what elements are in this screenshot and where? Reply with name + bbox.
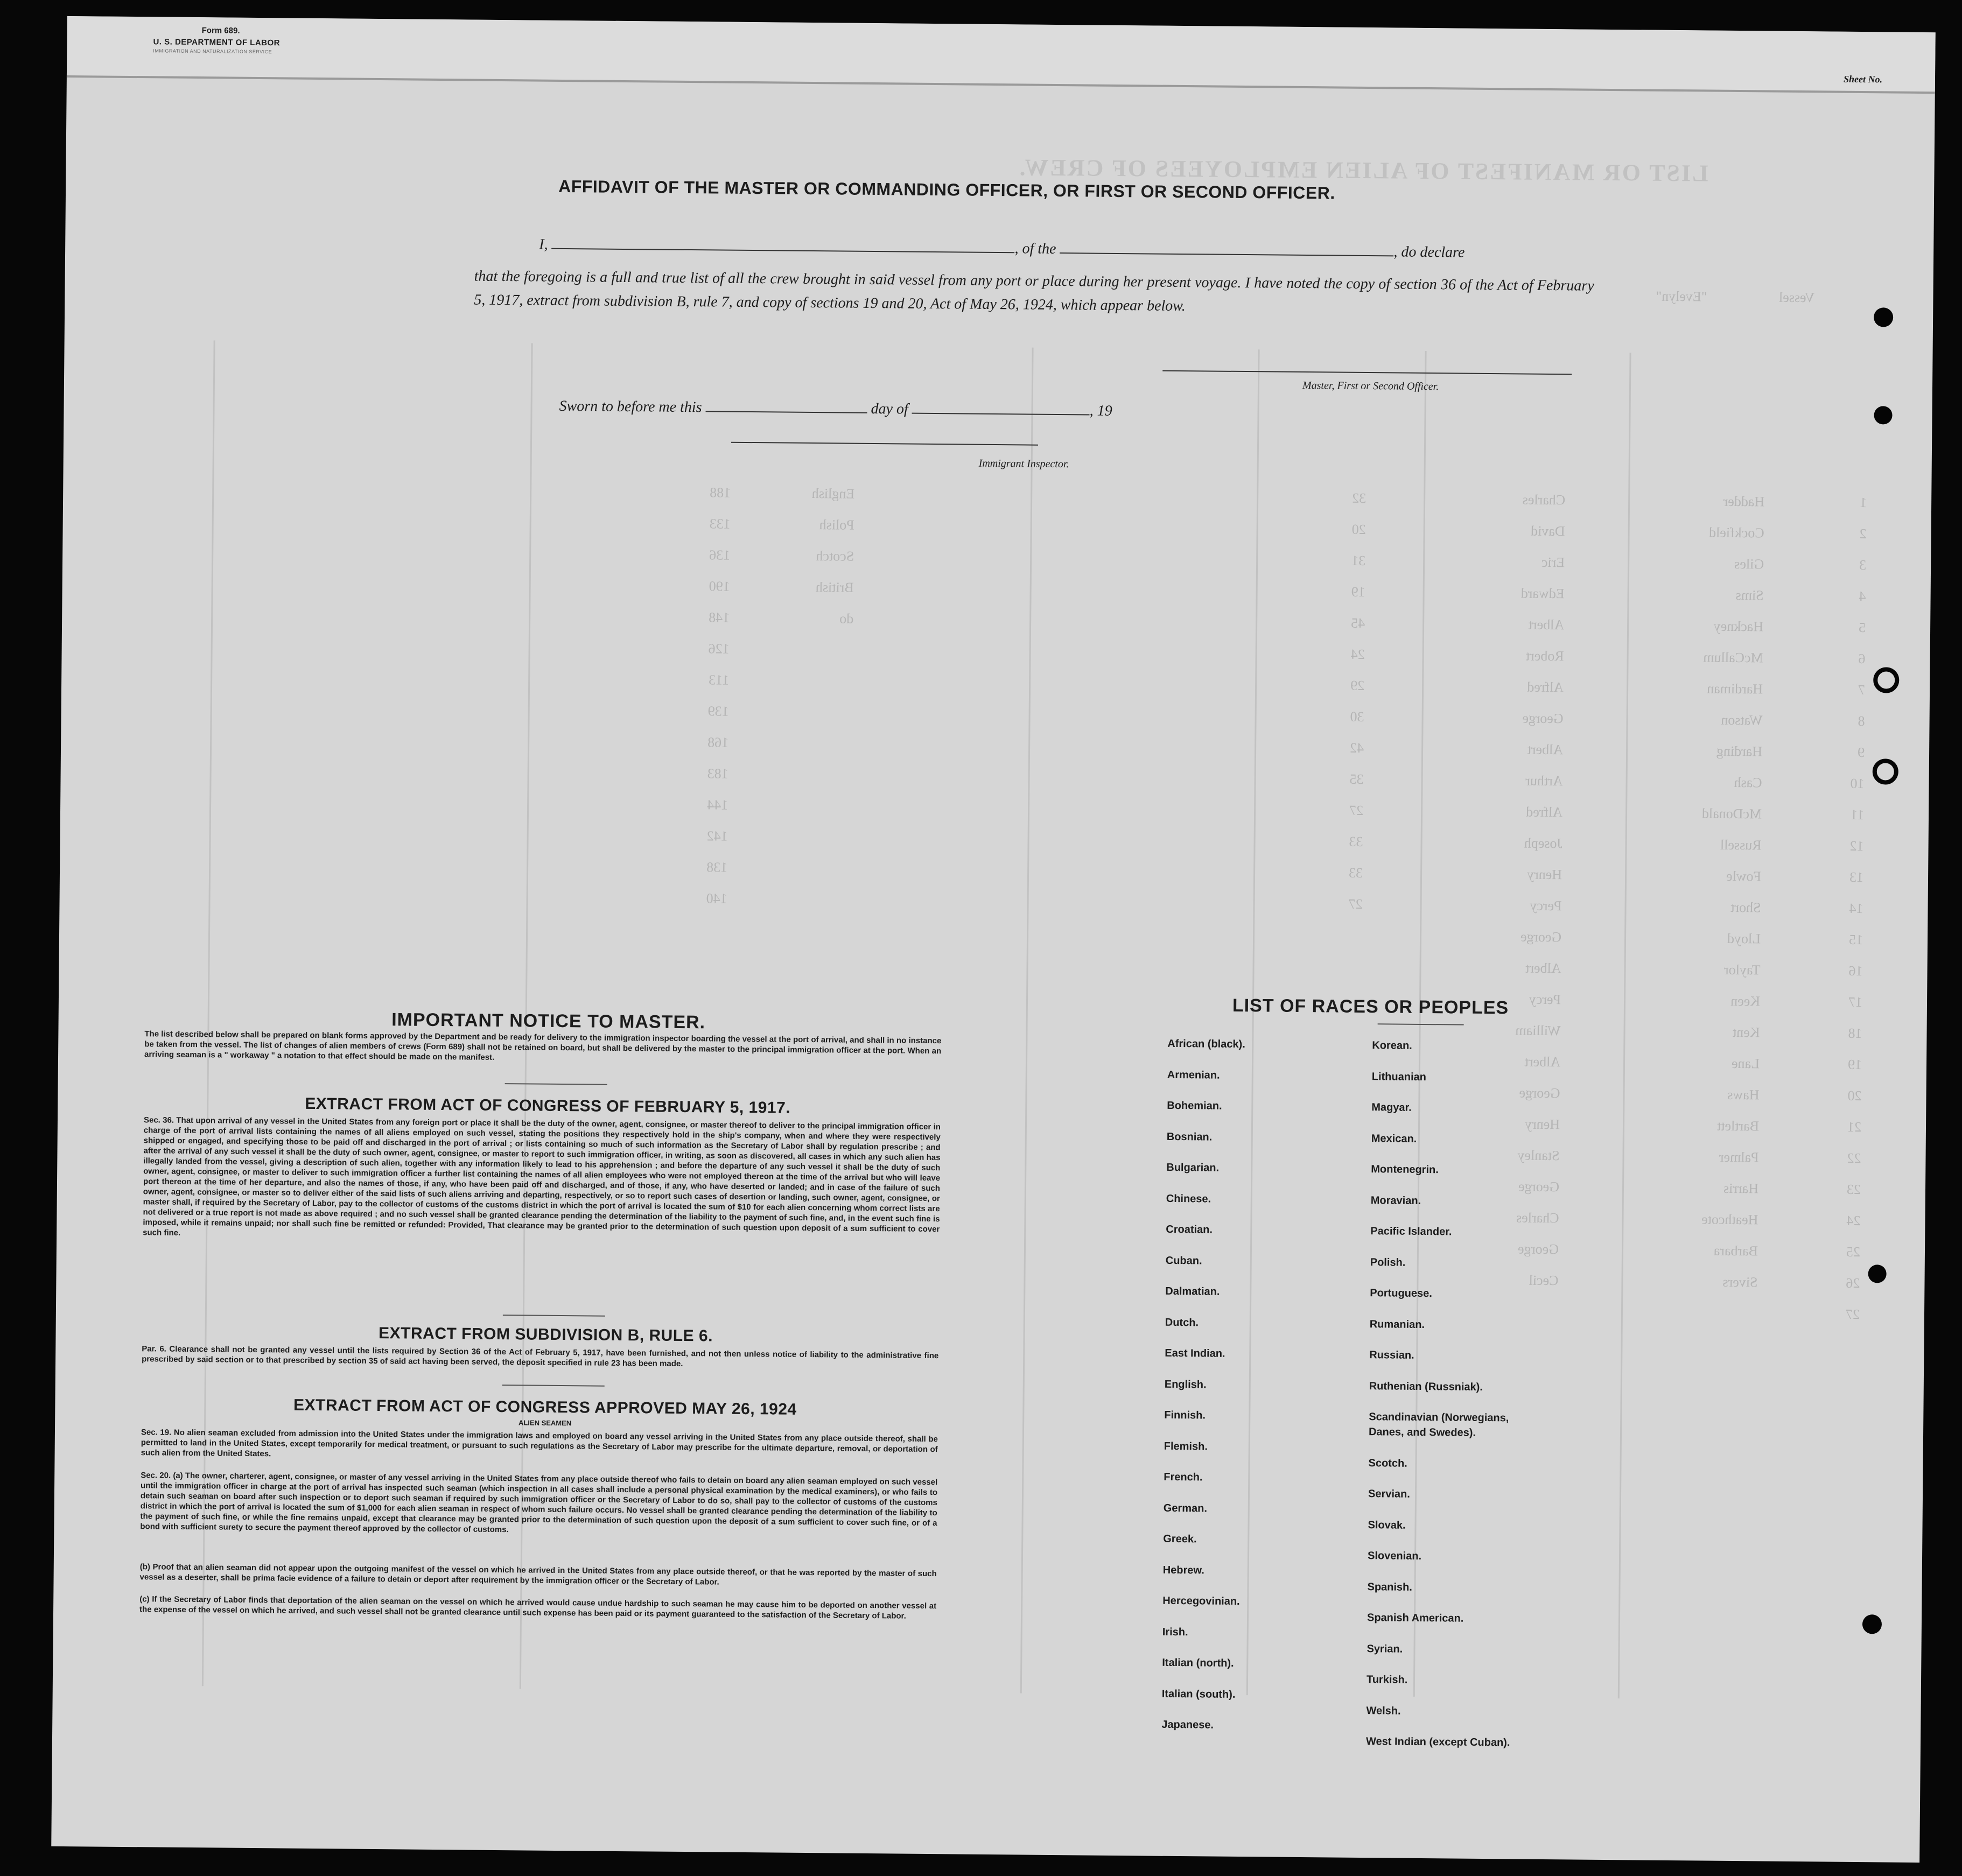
- race-item: Rumanian.: [1369, 1318, 1425, 1331]
- bleed-surname: McCallum: [1703, 649, 1763, 666]
- bleed-number: 142: [706, 828, 728, 844]
- race-item: Servian.: [1368, 1488, 1410, 1500]
- extract-rule6-title: EXTRACT FROM SUBDIVISION B, RULE 6.: [378, 1324, 713, 1345]
- race-item: Spanish American.: [1367, 1612, 1464, 1625]
- race-item: Slovenian.: [1367, 1550, 1422, 1562]
- bleed-given-name: Cecil: [1529, 1272, 1559, 1289]
- bleed-given-name: Henry: [1524, 1116, 1560, 1133]
- race-item: Armenian.: [1167, 1069, 1220, 1081]
- binder-hole: [1873, 667, 1899, 693]
- binder-hole: [1868, 1264, 1886, 1283]
- extract-1924-subtitle: ALIEN SEAMEN: [518, 1418, 572, 1428]
- bleed-age: 32: [1352, 490, 1367, 507]
- race-item: Bohemian.: [1167, 1099, 1222, 1112]
- bleed-row-number: 27: [1845, 1306, 1860, 1323]
- bleed-surname: Giles: [1734, 556, 1764, 572]
- bleed-given-name: Albert: [1528, 616, 1565, 633]
- bleed-column-line: [1246, 349, 1260, 1695]
- bleed-surname: Fowle: [1726, 868, 1762, 884]
- bleed-row-number: 14: [1849, 900, 1863, 917]
- master-signature-caption: Master, First or Second Officer.: [1302, 379, 1439, 393]
- race-item: Montenegrin.: [1371, 1163, 1439, 1176]
- bleed-row-number: 1: [1860, 495, 1867, 511]
- bleed-given-name: Alfred: [1527, 679, 1564, 695]
- race-item: Mexican.: [1371, 1132, 1417, 1145]
- race-item: Italian (north).: [1162, 1656, 1234, 1669]
- bleed-row-number: 11: [1850, 806, 1865, 823]
- bleed-given-name: Stanley: [1517, 1147, 1560, 1164]
- bleed-age: 35: [1349, 771, 1364, 787]
- bleed-row-number: 16: [1848, 962, 1863, 979]
- bleed-given-name: Percy: [1529, 991, 1561, 1008]
- bleed-row-number: 9: [1857, 744, 1865, 761]
- race-item: Greek.: [1163, 1533, 1197, 1545]
- race-item: Slovak.: [1368, 1519, 1406, 1531]
- bleed-given-name: Albert: [1525, 960, 1561, 976]
- officer-name-field[interactable]: [551, 237, 1014, 254]
- bleed-surname: Cockfield: [1708, 524, 1764, 541]
- bleed-age: 30: [1350, 708, 1364, 725]
- race-item: Russian.: [1369, 1349, 1414, 1361]
- race-item: West Indian (except Cuban).: [1365, 1736, 1510, 1749]
- race-item: Chinese.: [1166, 1192, 1211, 1205]
- notice-text: The list described below shall be prepared on blank forms approved by the Department and be ready for delivery to the immigration inspector boarding the vessel at the port of arrival, and shall in no instance be taken from the vessel. The list of changes of alien members of crews (Form 689) shall not be retained on board, but shall be delivered by the master to the principal immigration officer at the port. When an arriving seaman is a " workaway " a notation to that effect should be made on the manifest.: [144, 1029, 942, 1062]
- bleed-given-name: Albert: [1524, 1053, 1561, 1070]
- bleed-number: 148: [709, 609, 730, 626]
- race-item: German.: [1163, 1502, 1208, 1515]
- bleed-given-name: William: [1515, 1022, 1561, 1039]
- bleed-surname: Heathcote: [1701, 1211, 1758, 1228]
- bleed-given-name: Eric: [1541, 554, 1565, 571]
- bleed-age: 19: [1351, 584, 1365, 600]
- race-item: Cuban.: [1165, 1254, 1202, 1267]
- bleed-row-number: 13: [1849, 869, 1864, 886]
- bleed-nationality: Scotch: [816, 548, 854, 564]
- bleed-row-number: 12: [1849, 838, 1864, 854]
- bleed-row-number: 25: [1846, 1243, 1861, 1260]
- bleed-age: 33: [1348, 865, 1363, 881]
- bleed-row-number: 26: [1846, 1275, 1860, 1291]
- race-item: Lithuanian: [1371, 1070, 1427, 1083]
- day-of-label: day of: [871, 400, 908, 418]
- bleed-surname: Lane: [1731, 1055, 1760, 1072]
- bleed-surname: Keen: [1730, 993, 1761, 1009]
- bleed-given-name: David: [1530, 523, 1565, 539]
- bleed-age: 29: [1350, 677, 1365, 693]
- races-title: LIST OF RACES OR PEOPLES: [1232, 995, 1509, 1018]
- race-item: Ruthenian (Russniak).: [1369, 1380, 1483, 1393]
- race-item: Italian (south).: [1161, 1688, 1236, 1701]
- bleed-age: 24: [1350, 646, 1365, 662]
- bleed-surname: Short: [1730, 899, 1761, 916]
- race-item: Bosnian.: [1166, 1130, 1213, 1143]
- race-item: Scotch.: [1368, 1457, 1407, 1470]
- binder-hole: [1862, 1614, 1882, 1634]
- bleed-surname: Cash: [1734, 774, 1762, 791]
- bleed-number: 190: [709, 578, 730, 594]
- bleed-row-number: 23: [1846, 1181, 1861, 1198]
- bleed-through-vessel-name: "Evelyn": [1656, 288, 1707, 305]
- affidavit-declare-label: , do declare: [1393, 243, 1465, 261]
- bleed-nationality: English: [811, 486, 855, 502]
- race-item: Dutch.: [1165, 1316, 1199, 1329]
- sheet-number-label: Sheet No.: [1843, 73, 1883, 85]
- bleed-nationality: do: [839, 610, 854, 627]
- bleed-column-line: [1618, 353, 1631, 1698]
- bleed-given-name: Joseph: [1524, 835, 1562, 852]
- race-item: African (black).: [1167, 1037, 1245, 1051]
- bleed-row-number: 8: [1858, 713, 1865, 729]
- sworn-day-field[interactable]: [705, 400, 867, 413]
- bleed-age: 45: [1351, 615, 1365, 631]
- bleed-given-name: Henry: [1526, 866, 1562, 883]
- bleed-row-number: 15: [1848, 931, 1863, 948]
- bleed-through-vessel-label: Vessel: [1778, 289, 1815, 306]
- manifest-page: [51, 16, 1936, 1863]
- bleed-given-name: Albert: [1527, 741, 1564, 758]
- extract-rule6-text: Par. 6. Clearance shall not be granted any vessel until the lists required by Section 36 of the Act of February 5, 1917, have been furnished, and not then unless notice of liability to the administrative fine prescribed by said section or to that prescribed by section 35 of said act having been served, the deposit specified in rule 23 has been made.: [142, 1344, 939, 1368]
- bleed-row-number: 2: [1859, 526, 1867, 542]
- bleed-number: 168: [707, 734, 729, 750]
- bleed-number: 140: [706, 890, 727, 907]
- race-item: Flemish.: [1164, 1440, 1208, 1453]
- race-item: Portuguese.: [1370, 1287, 1432, 1300]
- bleed-surname: Watson: [1721, 712, 1763, 728]
- race-item: French.: [1164, 1471, 1203, 1484]
- extract-1924-sec20a: Sec. 20. (a) The owner, charterer, agent, consignee, or master of any vessel arriving in the United States from any place outside thereof who fails to detain on board any alien seaman employed on such vessel until the immigration officer in charge at the port of arrival has inspected such seaman (which inspection in all cases shall include a personal physical examination by the medical examiners), or who fails to detain such seaman on board after such inspection or to deport such seaman if required by such immigration officer or the Secretary of Labor to do so, shall pay to the collector of customs of the customs district in which the port of arrival is located the sum of $1,000 for each alien seaman in respect of whom such failure occurs. No vessel shall be granted clearance pending the determination of the liability to the payment of such fine, or while the fine remains unpaid, except that clearance may be granted prior to the determination of such question upon the deposit of a sum sufficient to cover such fine, or of a bond with sufficient surety to secure the payment thereof approved by the collector of customs.: [140, 1471, 938, 1535]
- inspector-signature-caption: Immigrant Inspector.: [978, 457, 1069, 470]
- bleed-surname: Barbara: [1713, 1242, 1758, 1259]
- bleed-number: 188: [710, 484, 731, 501]
- race-item: Bulgarian.: [1166, 1161, 1220, 1174]
- bleed-nationality: British: [815, 579, 854, 595]
- bleed-given-name: Percy: [1530, 897, 1562, 914]
- extract-1924-sec20c: (c) If the Secretary of Labor finds that deportation of the alien seaman on the vessel on which he arrived would cause undue hardship to such seaman he may cause him to be deported on another vessel at the expense of the vessel on which he arrived, and such vessel shall not be granted clearance until such expense has been paid or its payment guaranteed to the satisfaction of the Secretary of Labor.: [139, 1594, 937, 1621]
- bleed-surname: Russell: [1720, 837, 1762, 853]
- bleed-number: 126: [708, 641, 730, 657]
- affidavit-title: AFFIDAVIT OF THE MASTER OR COMMANDING OFFICER, OR FIRST OR SECOND OFFICER.: [558, 176, 1335, 203]
- bleed-surname: Bartlett: [1716, 1118, 1760, 1134]
- bleed-surname: Sims: [1735, 587, 1764, 603]
- bleed-age: 20: [1351, 521, 1366, 538]
- bleed-number: 139: [707, 703, 729, 719]
- bleed-age: 27: [1348, 896, 1363, 912]
- bleed-surname: Hackney: [1713, 618, 1764, 635]
- extract-1924-title: EXTRACT FROM ACT OF CONGRESS APPROVED MAY 26, 1924: [293, 1396, 797, 1418]
- sworn-month-field[interactable]: [912, 402, 1090, 416]
- race-item: Spanish.: [1367, 1580, 1412, 1593]
- sworn-label: Sworn to before me this: [559, 397, 702, 416]
- bleed-row-number: 17: [1848, 994, 1863, 1010]
- bleed-row-number: 19: [1847, 1056, 1862, 1073]
- bleed-row-number: 21: [1847, 1119, 1862, 1135]
- extract-1917-title: EXTRACT FROM ACT OF CONGRESS OF FEBRUARY 5, 1917.: [305, 1094, 791, 1117]
- race-item: East Indian.: [1165, 1347, 1225, 1360]
- bleed-number: 183: [707, 765, 728, 782]
- bleed-through-title: LIST OR MANIFEST OF ALIEN EMPLOYEES OF CREW.: [1018, 154, 1708, 187]
- department-name: U. S. DEPARTMENT OF LABOR: [153, 37, 281, 48]
- race-item: Polish.: [1370, 1256, 1406, 1269]
- bleed-row-number: 24: [1846, 1212, 1861, 1229]
- bleed-given-name: Edward: [1520, 585, 1565, 602]
- binder-hole: [1874, 406, 1892, 424]
- bleed-nationality: Polish: [819, 517, 854, 533]
- race-item: English.: [1164, 1378, 1207, 1390]
- race-item: Dalmatian.: [1165, 1285, 1220, 1298]
- bleed-row-number: 22: [1847, 1150, 1861, 1167]
- race-item: Pacific Islander.: [1370, 1225, 1452, 1238]
- bleed-age: 31: [1351, 552, 1366, 569]
- bleed-row-number: 4: [1859, 588, 1866, 605]
- bleed-surname: Palmer: [1719, 1149, 1759, 1165]
- bleed-age: 27: [1349, 802, 1364, 818]
- bleed-column-line: [1020, 348, 1034, 1694]
- bleed-given-name: George: [1518, 1178, 1560, 1195]
- bleed-given-name: George: [1520, 929, 1562, 945]
- binder-hole: [1873, 758, 1898, 784]
- bleed-given-name: Robert: [1525, 648, 1564, 664]
- race-item: Danes, and Swedes).: [1368, 1426, 1476, 1439]
- affidavit-of-the-label: , of the: [1014, 240, 1056, 257]
- bleed-surname: Sivers: [1722, 1274, 1758, 1290]
- year-prefix-label: , 19: [1089, 402, 1112, 419]
- bleed-number: 133: [709, 516, 731, 532]
- bleed-row-number: 7: [1858, 681, 1866, 698]
- bleed-given-name: Charles: [1522, 491, 1566, 508]
- race-item: Syrian.: [1367, 1642, 1403, 1655]
- race-item: Croatian.: [1166, 1223, 1213, 1236]
- bleed-age: 33: [1349, 833, 1363, 849]
- race-item: Welsh.: [1366, 1704, 1401, 1717]
- bleed-row-number: 18: [1848, 1025, 1862, 1042]
- bleed-number: 113: [709, 672, 730, 688]
- form-number: Form 689.: [201, 26, 240, 36]
- bleed-number: 136: [709, 547, 731, 563]
- bleed-surname: Kent: [1732, 1024, 1760, 1041]
- bleed-number: 138: [706, 859, 728, 875]
- race-item: Irish.: [1162, 1626, 1188, 1638]
- extract-1924-sec19: Sec. 19. No alien seaman excluded from admission into the United States under the immigration laws and employed on board any vessel arriving in the United States from any place outside thereof, shall be permitted to land in the United States, except temporarily for medical treatment, or pursuant to such regulations as the Secretary of Labor may prescribe for the ultimate departure, removal, or deportation of such alien from the United States.: [141, 1428, 938, 1459]
- race-item: Magyar.: [1371, 1101, 1412, 1114]
- bureau-name: IMMIGRATION AND NATURALIZATION SERVICE: [153, 48, 272, 55]
- race-item: Turkish.: [1366, 1674, 1408, 1686]
- bleed-row-number: 20: [1847, 1087, 1862, 1104]
- bleed-given-name: George: [1522, 710, 1564, 727]
- bleed-surname: Hardiman: [1707, 680, 1763, 697]
- extract-1924-sec20b: (b) Proof that an alien seaman did not appear upon the outgoing manifest of the vessel on which he arrived in the United States from any place outside thereof, or that he was reported by the master of such vessel as a deserter, shall be prima facie evidence of a failure to detain or deport after requirement by the immigration officer or the Secretary of Labor.: [139, 1562, 937, 1587]
- bleed-surname: Hadder: [1723, 493, 1765, 510]
- race-item: Japanese.: [1161, 1718, 1214, 1731]
- binder-hole: [1874, 307, 1893, 327]
- bleed-surname: Taylor: [1723, 961, 1761, 978]
- bleed-number: 144: [707, 797, 728, 813]
- bleed-row-number: 5: [1858, 620, 1866, 636]
- bleed-surname: Harris: [1723, 1180, 1759, 1197]
- bleed-given-name: George: [1517, 1241, 1559, 1257]
- bleed-surname: Lloyd: [1727, 930, 1761, 947]
- notice-title: IMPORTANT NOTICE TO MASTER.: [391, 1009, 706, 1033]
- bleed-row-number: 6: [1858, 651, 1866, 667]
- race-item: Hebrew.: [1162, 1564, 1204, 1576]
- bleed-age: 42: [1350, 740, 1364, 756]
- bleed-given-name: Charles: [1516, 1210, 1559, 1226]
- bleed-row-number: 3: [1859, 557, 1867, 573]
- race-item: Scandinavian (Norwegians,: [1369, 1411, 1509, 1424]
- affidavit-i-label: I,: [539, 236, 548, 253]
- vessel-name-field[interactable]: [1060, 242, 1393, 256]
- bleed-surname: McDonald: [1701, 805, 1762, 822]
- bleed-given-name: Arthur: [1525, 772, 1563, 789]
- race-item: Finnish.: [1164, 1409, 1206, 1422]
- race-item: Hercegovinian.: [1162, 1594, 1240, 1608]
- bleed-given-name: George: [1519, 1085, 1560, 1101]
- race-item: Korean.: [1372, 1039, 1412, 1052]
- extract-1917-text: Sec. 36. That upon arrival of any vessel in the United States from any foreign port or place it shall be the duty of the owner, agent, consignee, or master thereof to deliver to the principal immigration officer in charge of the port of arrival lists containing the names of all aliens employed on such vessel, stating the positions they respectively hold in the ship's company, when and where they were respectively shipped or engaged, and specifying those to be paid off and discharged in the port of arrival ; or lists containing so much of such information as the Secretary of Labor shall by regulation prescribe ; and after the arrival of any such vessel it shall be the duty of such owner, agent, consignee, or master to report to such immigration officer, in writing, as soon as discovered, all cases in which any such alien has illegally landed from the vessel, giving a description of such alien, together with any information likely to lead to his apprehension ; and before the departure of any such vessel it shall be the duty of such owner, agent, consignee, or master to deliver to such immigration officer a further list containing the names of all alien employees who were not employed thereon at the time of the arrival but who will leave port thereon at the time of her departure, and also the names of those, if any, who have been paid off and discharged, and of those, if any, who have deserted or landed; and in case of the failure of such owner, agent, consignee, or master so to deliver either of the said lists of such aliens arriving and departing, respectively, or so to report such cases of desertion or landing, such owner, agent, consignee, or master shall, if required by the Secretary of Labor, pay to the collector of customs of the customs district in which the port of arrival is located the sum of $10 for each alien concerning whom correct lists are not delivered or a true report is not made as above required ; and no such vessel shall be granted clearance pending the determination of the liability to the payment of such fine, and, in the event such fine is imposed, while it remains unpaid; nor shall such fine be remitted or refunded: Provided, That clearance may be granted prior to the determination of such question upon deposit of a sum sufficient to cover such fine.: [143, 1115, 941, 1238]
- bleed-given-name: Alfred: [1526, 804, 1563, 820]
- bleed-row-number: 10: [1850, 775, 1865, 792]
- bleed-surname: Harding: [1716, 743, 1763, 760]
- affidavit-body: that the foregoing is a full and true list of all the crew brought in said vessel from any port or place during her present voyage. I have noted the copy of section 36 of the Act of February 5, 1917, extract from subdivision B, rule 7, and copy of sections 19 and 20, Act of May 26, 1924, which appear below.: [474, 268, 1594, 315]
- bleed-surname: Haws: [1727, 1086, 1760, 1103]
- race-item: Moravian.: [1370, 1194, 1421, 1207]
